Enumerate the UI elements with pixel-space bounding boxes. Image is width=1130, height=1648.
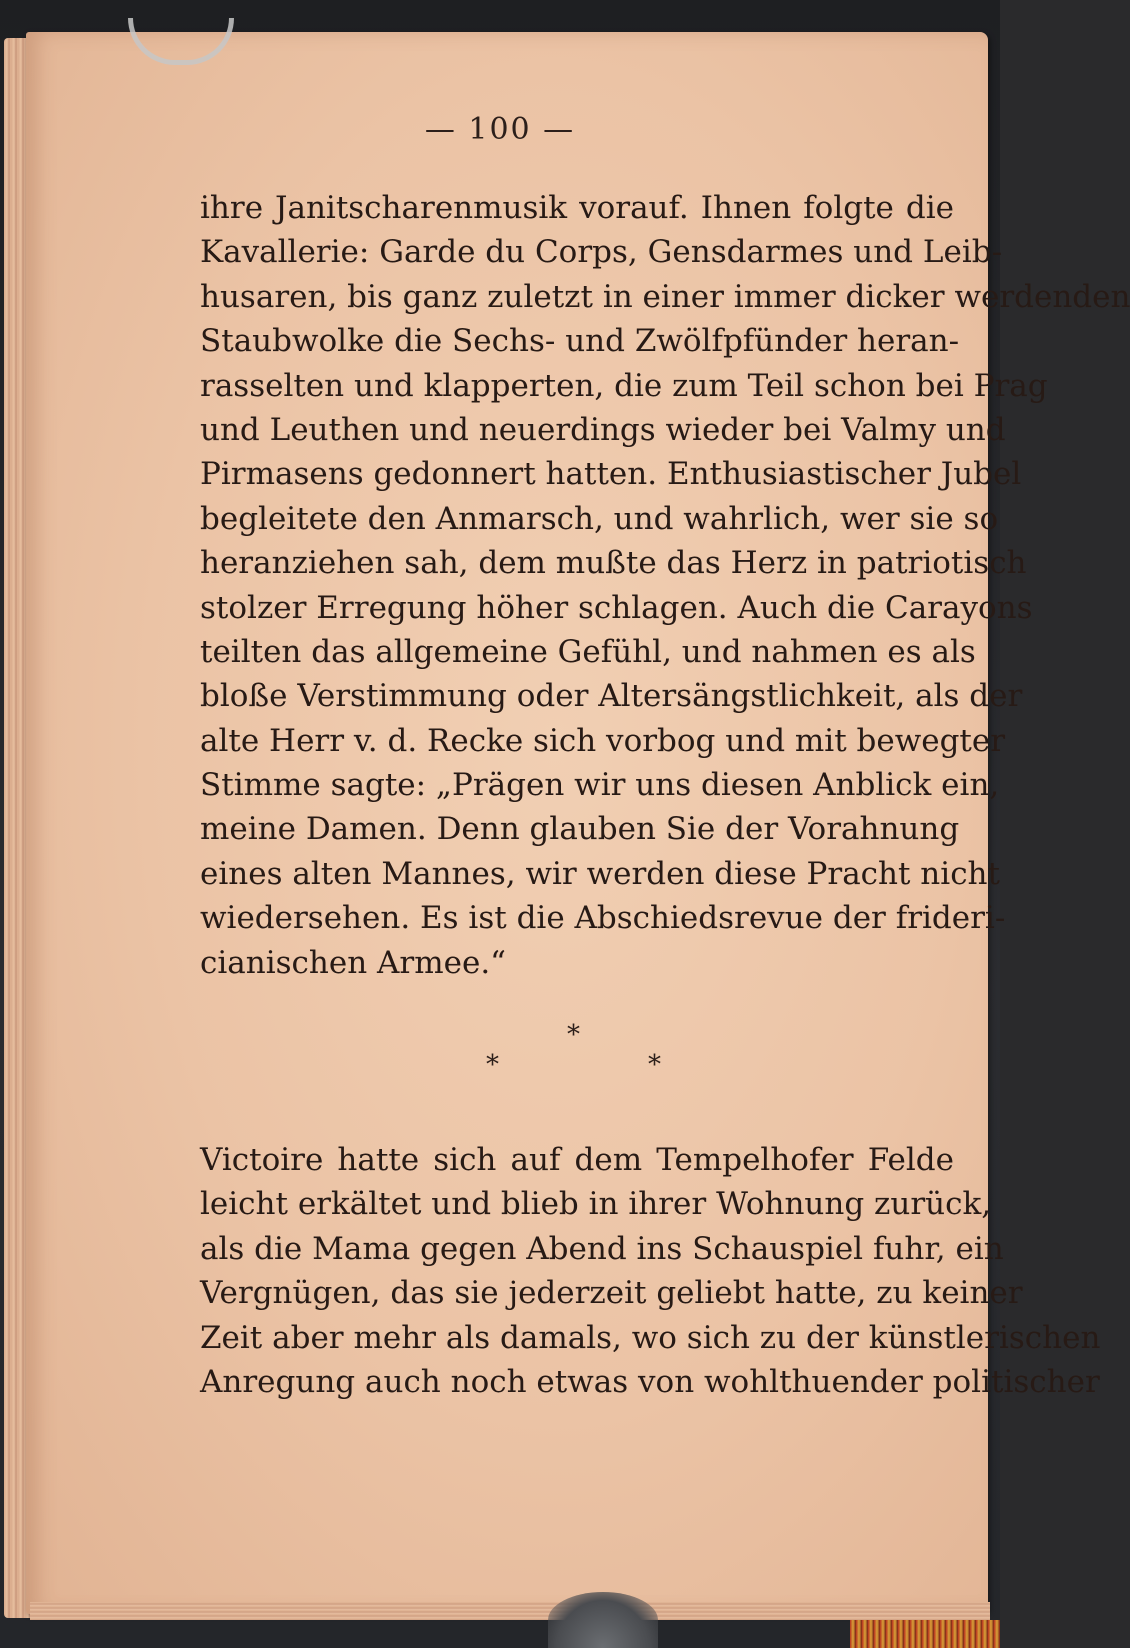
text-line: Staubwolke die Sechs- und Zwölfpfünder heran- [200, 323, 960, 360]
text-line: stolzer Erregung höher schlagen. Auch die Carayons [200, 589, 1033, 626]
text-line: teilten das allgemeine Gefühl, und nahmen es als [200, 633, 976, 670]
text-line: meine Damen. Denn glauben Sie der Vorahnung [200, 811, 960, 848]
text-line: alte Herr v. d. Recke sich vorbog und mit bewegter [200, 722, 1006, 759]
text-line: ihre Janitscharenmusik vorauf. Ihnen folgte die [200, 190, 954, 226]
text-line: Zeit aber mehr als damals, wo sich zu der künstlerischen [200, 1319, 1101, 1356]
text-line: Anregung auch noch etwas von wohlthuender politischer [200, 1363, 1100, 1400]
spine-shadow [548, 1592, 658, 1648]
text-line: als die Mama gegen Abend ins Schauspiel fuhr, ein [200, 1230, 1004, 1267]
text-line: Kavallerie: Garde du Corps, Gensdarmes und Leib- [200, 234, 1003, 271]
bookmark-ribbon [850, 1620, 1000, 1648]
text-line: wiedersehen. Es ist die Abschiedsrevue der frideri- [200, 900, 1006, 937]
text-line: eines alten Mannes, wir werden diese Pracht nicht [200, 855, 1000, 892]
text-line: bloße Verstimmung oder Altersängstlichkeit, als der [200, 678, 1023, 715]
text-line: leicht erkältet und blieb in ihrer Wohnung zurück, [200, 1186, 992, 1223]
paragraph-2 [200, 1138, 1101, 1404]
text-line: heranziehen sah, dem mußte das Herz in patriotisch [200, 545, 1027, 582]
page-bottom-edge [30, 1602, 990, 1620]
page-number: — 100 — [424, 112, 576, 147]
separator-star: * [486, 1050, 499, 1080]
text-line: rasselten und klapperten, die zum Teil schon bei Prag [200, 367, 1048, 404]
text-line: Vergnügen, das sie jederzeit geliebt hatte, zu keiner [200, 1275, 1023, 1312]
text-line: husaren, bis ganz zuletzt in einer immer dicker werdenden [200, 278, 1130, 315]
text-line: Stimme sagte: „Prägen wir uns diesen Anblick ein, [200, 767, 1000, 804]
section-separator [0, 1020, 1000, 1090]
text-line: begleitete den Anmarsch, und wahrlich, wer sie so [200, 500, 999, 537]
text-line: cianischen Armee.“ [200, 944, 507, 981]
separator-star: * [567, 1020, 580, 1050]
text-line: Pirmasens gedonnert hatten. Enthusiastischer Jubel [200, 456, 1022, 493]
separator-star: * [648, 1050, 661, 1080]
text-line: Victoire hatte sich auf dem Tempelhofer Felde [200, 1142, 954, 1178]
text-line: und Leuthen und neuerdings wieder bei Valmy und [200, 411, 1006, 448]
paragraph-1 [200, 186, 1130, 985]
